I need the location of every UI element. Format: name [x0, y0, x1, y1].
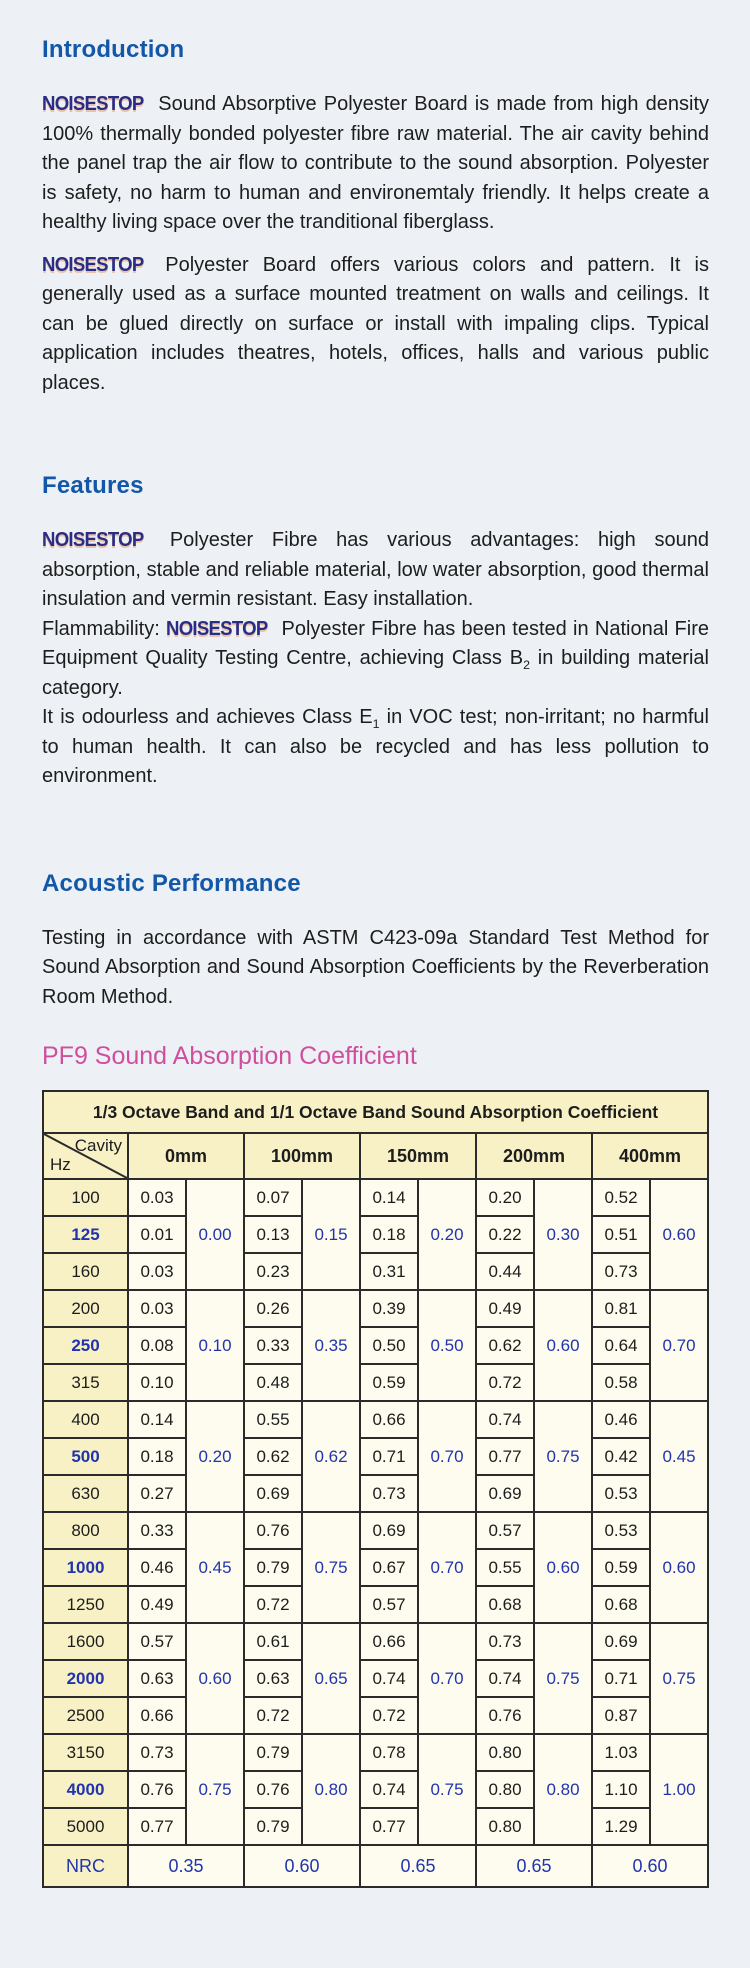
octave-band-group5-400mm: 0.75	[650, 1623, 708, 1734]
third-octave-1250-400mm: 0.68	[592, 1586, 650, 1623]
octave-band-group1-150mm: 0.20	[418, 1179, 476, 1290]
octave-band-group2-400mm: 0.70	[650, 1290, 708, 1401]
frequency-row-400	[43, 1401, 708, 1438]
third-octave-160-200mm: 0.44	[476, 1253, 534, 1290]
frequency-row-5000	[43, 1808, 708, 1845]
third-octave-1600-150mm: 0.66	[360, 1623, 418, 1660]
noisestop-logo: NOISESTOP	[42, 529, 144, 551]
third-octave-800-150mm: 0.69	[360, 1512, 418, 1549]
hz-label-800: 800	[43, 1512, 128, 1549]
third-octave-3150-150mm: 0.78	[360, 1734, 418, 1771]
third-octave-125-400mm: 0.51	[592, 1216, 650, 1253]
hz-label-200: 200	[43, 1290, 128, 1327]
third-octave-5000-200mm: 0.80	[476, 1808, 534, 1845]
intro-paragraph-2: NOISESTOP Polyester Board offers various colors and pattern. It is generally used as a surface mounted treatment on walls and ceilings. It can be glued directly on surface or install with impaling clips. Typical application includes theatres, hotels, offices, halls and various public places.	[42, 251, 709, 399]
cavity-header-150mm: 150mm	[360, 1133, 476, 1179]
third-octave-250-150mm: 0.50	[360, 1327, 418, 1364]
third-octave-200-400mm: 0.81	[592, 1290, 650, 1327]
third-octave-125-200mm: 0.22	[476, 1216, 534, 1253]
third-octave-315-100mm: 0.48	[244, 1364, 302, 1401]
third-octave-630-150mm: 0.73	[360, 1475, 418, 1512]
frequency-row-2000	[43, 1660, 708, 1697]
features-paragraph-2: Flammability: NOISESTOP Polyester Fibre has been tested in National Fire Equipment Quality Testing Centre, achieving Class $B_2$ in building material category.	[42, 615, 709, 704]
corner-label-cavity: Cavity	[74, 1136, 122, 1155]
hz-label-2500: 2500	[43, 1697, 128, 1734]
third-octave-500-150mm: 0.71	[360, 1438, 418, 1475]
octave-band-group4-200mm: 0.60	[534, 1512, 592, 1623]
octave-band-group3-200mm: 0.75	[534, 1401, 592, 1512]
octave-band-group3-0mm: 0.20	[186, 1401, 244, 1512]
table-title: 1/3 Octave Band and 1/1 Octave Band Sound Absorption Coefficient	[43, 1091, 708, 1133]
frequency-row-800	[43, 1512, 708, 1549]
frequency-row-1600	[43, 1623, 708, 1660]
third-octave-400-200mm: 0.74	[476, 1401, 534, 1438]
third-octave-500-400mm: 0.42	[592, 1438, 650, 1475]
third-octave-315-400mm: 0.58	[592, 1364, 650, 1401]
octave-band-group1-200mm: 0.30	[534, 1179, 592, 1290]
pf9-subheading: PF9 Sound Absorption Coefficient	[42, 1042, 417, 1070]
third-octave-250-400mm: 0.64	[592, 1327, 650, 1364]
octave-band-group5-150mm: 0.70	[418, 1623, 476, 1734]
third-octave-5000-400mm: 1.29	[592, 1808, 650, 1845]
octave-band-group5-0mm: 0.60	[186, 1623, 244, 1734]
third-octave-800-100mm: 0.76	[244, 1512, 302, 1549]
octave-band-group3-100mm: 0.62	[302, 1401, 360, 1512]
third-octave-400-0mm: 0.14	[128, 1401, 186, 1438]
subscript-text: 1	[372, 717, 380, 731]
third-octave-800-400mm: 0.53	[592, 1512, 650, 1549]
hz-label-4000: 4000	[43, 1771, 128, 1808]
third-octave-2500-200mm: 0.76	[476, 1697, 534, 1734]
cavity-header-100mm: 100mm	[244, 1133, 360, 1179]
nrc-row	[43, 1845, 708, 1887]
hz-label-125: 125	[43, 1216, 128, 1253]
third-octave-160-150mm: 0.31	[360, 1253, 418, 1290]
noisestop-logo: NOISESTOP	[42, 93, 144, 115]
octave-band-group1-400mm: 0.60	[650, 1179, 708, 1290]
hz-label-630: 630	[43, 1475, 128, 1512]
absorption-table-body	[43, 1091, 708, 1887]
frequency-row-200	[43, 1290, 708, 1327]
hz-label-250: 250	[43, 1327, 128, 1364]
frequency-row-160	[43, 1253, 708, 1290]
table-title-row	[43, 1091, 708, 1133]
third-octave-4000-150mm: 0.74	[360, 1771, 418, 1808]
intro-paragraph-1: NOISESTOP Sound Absorptive Polyester Board is made from high density 100% thermally bonded polyester fibre raw material. The air cavity behind the panel trap the air flow to contribute to the sound absorption. Polyester is safety, no harm to human and environemtaly friendly. It helps create a healthy living space over the tranditional fiberglass.	[42, 90, 709, 238]
third-octave-1250-150mm: 0.57	[360, 1586, 418, 1623]
hz-label-1600: 1600	[43, 1623, 128, 1660]
third-octave-4000-0mm: 0.76	[128, 1771, 186, 1808]
third-octave-1250-0mm: 0.49	[128, 1586, 186, 1623]
features-paragraph-1: NOISESTOP Polyester Fibre has various advantages: high sound absorption, stable and reliable material, low water absorption, good thermal insulation and vermin resistant. Easy installation.	[42, 526, 709, 615]
third-octave-630-0mm: 0.27	[128, 1475, 186, 1512]
octave-band-group4-400mm: 0.60	[650, 1512, 708, 1623]
octave-band-group2-150mm: 0.50	[418, 1290, 476, 1401]
third-octave-2500-150mm: 0.72	[360, 1697, 418, 1734]
octave-band-group4-0mm: 0.45	[186, 1512, 244, 1623]
subscript-text: 2	[523, 658, 530, 672]
octave-band-group6-400mm: 1.00	[650, 1734, 708, 1845]
hz-label-5000: 5000	[43, 1808, 128, 1845]
third-octave-400-400mm: 0.46	[592, 1401, 650, 1438]
frequency-row-2500	[43, 1697, 708, 1734]
octave-band-group3-400mm: 0.45	[650, 1401, 708, 1512]
octave-band-group3-150mm: 0.70	[418, 1401, 476, 1512]
third-octave-500-0mm: 0.18	[128, 1438, 186, 1475]
third-octave-250-0mm: 0.08	[128, 1327, 186, 1364]
third-octave-630-100mm: 0.69	[244, 1475, 302, 1512]
third-octave-5000-150mm: 0.77	[360, 1808, 418, 1845]
third-octave-1000-150mm: 0.67	[360, 1549, 418, 1586]
third-octave-125-0mm: 0.01	[128, 1216, 186, 1253]
third-octave-250-100mm: 0.33	[244, 1327, 302, 1364]
third-octave-160-400mm: 0.73	[592, 1253, 650, 1290]
third-octave-500-100mm: 0.62	[244, 1438, 302, 1475]
third-octave-2000-400mm: 0.71	[592, 1660, 650, 1697]
cavity-header-200mm: 200mm	[476, 1133, 592, 1179]
frequency-row-3150	[43, 1734, 708, 1771]
section-heading-features: Features	[42, 472, 144, 499]
third-octave-5000-100mm: 0.79	[244, 1808, 302, 1845]
third-octave-315-150mm: 0.59	[360, 1364, 418, 1401]
hz-label-160: 160	[43, 1253, 128, 1290]
third-octave-1000-100mm: 0.79	[244, 1549, 302, 1586]
third-octave-100-150mm: 0.14	[360, 1179, 418, 1216]
hz-label-3150: 3150	[43, 1734, 128, 1771]
octave-band-group5-100mm: 0.65	[302, 1623, 360, 1734]
frequency-row-315	[43, 1364, 708, 1401]
octave-band-group6-0mm: 0.75	[186, 1734, 244, 1845]
third-octave-250-200mm: 0.62	[476, 1327, 534, 1364]
third-octave-200-100mm: 0.26	[244, 1290, 302, 1327]
frequency-row-125	[43, 1216, 708, 1253]
nrc-value-400mm: 0.60	[592, 1845, 708, 1887]
frequency-row-4000	[43, 1771, 708, 1808]
third-octave-4000-200mm: 0.80	[476, 1771, 534, 1808]
third-octave-2000-200mm: 0.74	[476, 1660, 534, 1697]
absorption-coefficient-table	[42, 1090, 709, 1888]
third-octave-3150-400mm: 1.03	[592, 1734, 650, 1771]
third-octave-200-200mm: 0.49	[476, 1290, 534, 1327]
nrc-value-200mm: 0.65	[476, 1845, 592, 1887]
frequency-row-100	[43, 1179, 708, 1216]
features-paragraph-3: It is odourless and achieves Class $E_1$ in VOC test; non-irritant; no harmful to human health. It can also be recycled and has less pollution to environment.	[42, 706, 709, 787]
third-octave-315-200mm: 0.72	[476, 1364, 534, 1401]
third-octave-400-100mm: 0.55	[244, 1401, 302, 1438]
third-octave-315-0mm: 0.10	[128, 1364, 186, 1401]
cavity-header-0mm: 0mm	[128, 1133, 244, 1179]
third-octave-2500-400mm: 0.87	[592, 1697, 650, 1734]
corner-cell	[43, 1133, 128, 1179]
third-octave-4000-100mm: 0.76	[244, 1771, 302, 1808]
octave-band-group6-100mm: 0.80	[302, 1734, 360, 1845]
nrc-value-100mm: 0.60	[244, 1845, 360, 1887]
octave-band-group1-0mm: 0.00	[186, 1179, 244, 1290]
hz-label-100: 100	[43, 1179, 128, 1216]
octave-band-group2-0mm: 0.10	[186, 1290, 244, 1401]
third-octave-1000-0mm: 0.46	[128, 1549, 186, 1586]
octave-band-group1-100mm: 0.15	[302, 1179, 360, 1290]
third-octave-100-100mm: 0.07	[244, 1179, 302, 1216]
third-octave-2000-150mm: 0.74	[360, 1660, 418, 1697]
octave-band-group4-100mm: 0.75	[302, 1512, 360, 1623]
frequency-row-500	[43, 1438, 708, 1475]
octave-band-group6-200mm: 0.80	[534, 1734, 592, 1845]
third-octave-2500-0mm: 0.66	[128, 1697, 186, 1734]
hz-label-315: 315	[43, 1364, 128, 1401]
table-header-row	[43, 1133, 708, 1179]
third-octave-3150-0mm: 0.73	[128, 1734, 186, 1771]
third-octave-1250-200mm: 0.68	[476, 1586, 534, 1623]
section-heading-acoustic-performance: Acoustic Performance	[42, 869, 301, 897]
hz-label-2000: 2000	[43, 1660, 128, 1697]
frequency-row-250	[43, 1327, 708, 1364]
third-octave-3150-200mm: 0.80	[476, 1734, 534, 1771]
third-octave-1600-200mm: 0.73	[476, 1623, 534, 1660]
third-octave-630-200mm: 0.69	[476, 1475, 534, 1512]
octave-band-group4-150mm: 0.70	[418, 1512, 476, 1623]
third-octave-800-0mm: 0.33	[128, 1512, 186, 1549]
acoustic-method-paragraph: Testing in accordance with ASTM C423-09a Standard Test Method for Sound Absorption and Sound Absorption Coefficients by the Reverberation Room Method.	[42, 926, 709, 1008]
frequency-row-1250	[43, 1586, 708, 1623]
third-octave-125-100mm: 0.13	[244, 1216, 302, 1253]
hz-label-500: 500	[43, 1438, 128, 1475]
third-octave-1600-400mm: 0.69	[592, 1623, 650, 1660]
third-octave-200-150mm: 0.39	[360, 1290, 418, 1327]
third-octave-160-0mm: 0.03	[128, 1253, 186, 1290]
cavity-header-400mm: 400mm	[592, 1133, 708, 1179]
octave-band-group6-150mm: 0.75	[418, 1734, 476, 1845]
third-octave-1000-400mm: 0.59	[592, 1549, 650, 1586]
third-octave-100-400mm: 0.52	[592, 1179, 650, 1216]
third-octave-160-100mm: 0.23	[244, 1253, 302, 1290]
third-octave-4000-400mm: 1.10	[592, 1771, 650, 1808]
nrc-label: NRC	[43, 1845, 128, 1887]
nrc-value-150mm: 0.65	[360, 1845, 476, 1887]
third-octave-630-400mm: 0.53	[592, 1475, 650, 1512]
third-octave-1250-100mm: 0.72	[244, 1586, 302, 1623]
third-octave-500-200mm: 0.77	[476, 1438, 534, 1475]
section-heading-introduction: Introduction	[42, 36, 185, 63]
octave-band-group5-200mm: 0.75	[534, 1623, 592, 1734]
third-octave-125-150mm: 0.18	[360, 1216, 418, 1253]
frequency-row-1000	[43, 1549, 708, 1586]
third-octave-2500-100mm: 0.72	[244, 1697, 302, 1734]
octave-band-group2-100mm: 0.35	[302, 1290, 360, 1401]
noisestop-logo: NOISESTOP	[42, 253, 144, 276]
third-octave-100-0mm: 0.03	[128, 1179, 186, 1216]
noisestop-logo: NOISESTOP	[166, 617, 268, 640]
nrc-value-0mm: 0.35	[128, 1845, 244, 1887]
third-octave-1600-100mm: 0.61	[244, 1623, 302, 1660]
hz-label-1250: 1250	[43, 1586, 128, 1623]
third-octave-100-200mm: 0.20	[476, 1179, 534, 1216]
frequency-row-630	[43, 1475, 708, 1512]
octave-band-group2-200mm: 0.60	[534, 1290, 592, 1401]
third-octave-2000-0mm: 0.63	[128, 1660, 186, 1697]
third-octave-800-200mm: 0.57	[476, 1512, 534, 1549]
third-octave-5000-0mm: 0.77	[128, 1808, 186, 1845]
third-octave-200-0mm: 0.03	[128, 1290, 186, 1327]
third-octave-3150-100mm: 0.79	[244, 1734, 302, 1771]
third-octave-1000-200mm: 0.55	[476, 1549, 534, 1586]
corner-label-hz: Hz	[50, 1155, 71, 1174]
hz-label-1000: 1000	[43, 1549, 128, 1586]
third-octave-1600-0mm: 0.57	[128, 1623, 186, 1660]
third-octave-400-150mm: 0.66	[360, 1401, 418, 1438]
third-octave-2000-100mm: 0.63	[244, 1660, 302, 1697]
hz-label-400: 400	[43, 1401, 128, 1438]
